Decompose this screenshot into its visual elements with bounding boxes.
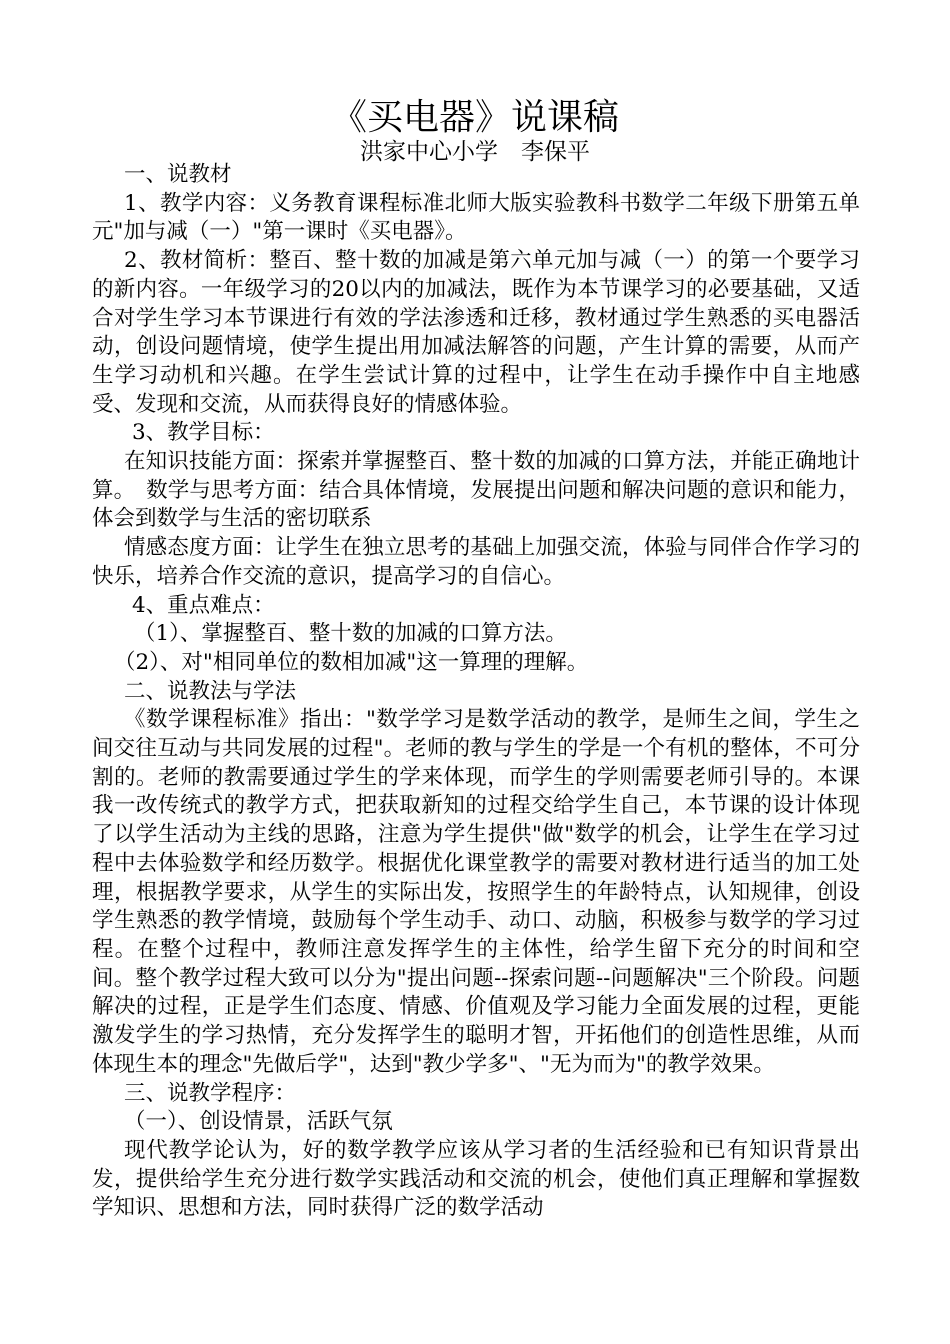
section-heading: 三、说教学程序： — [124, 1080, 297, 1106]
paragraph: 2、教材简析：整百、整十数的加减是第六单元加与减（一）的第一个要学习的新内容。一年级学习的20以内的加减法，既作为本节课学习的必要基础，又适合对学生学习本节课进行有效的学法渗透和迁移，教材通过学生熟悉的买电器活动，创设问题情境，使学生提出用加减法解答的问题，产生计算的需要，从而产生学习动机和兴趣。在学生尝试计算的过程中，让学生在动手操作中自主地感受、发现和交流，从而获得良好的情感体验。 — [92, 248, 860, 417]
list-item: （1）、掌握整百、整十数的加减的口算方法。 — [134, 621, 567, 647]
section-heading: 一、说教材 — [124, 162, 232, 187]
paragraph: 1、教学内容：义务教育课程标准北师大版实验教科书数学二年级下册第五单元"加与减（一）"第一课时《买电器》。 — [92, 190, 860, 245]
paragraph: 《数学课程标准》指出："数学学习是数学活动的教学，是师生之间，学生之间交往互动与共同发展的过程"。老师的教与学生的学是一个有机的整体，不可分割的。老师的教需要通过学生的学来体现，而学生的学则需要老师引导的。本课我一改传统式的教学方式，把获取新知的过程交给学生自己，本节课的设计体现了以学生活动为主线的思路，注意为学生提供"做"数学的机会，让学生在学习过程中去体验数学和经历数学。根据优化课堂教学的需要对教材进行适当的加工处理，根据教学要求，从学生的实际出发，按照学生的年龄特点，认知规律，创设学生熟悉的教学情境，鼓励每个学生动手、动口、动脑，积极参与数学的学习过程。在整个过程中，教师注意发挥学生的主体性，给学生留下充分的时间和空间。整个教学过程大致可以分为"提出问题--探索问题--问题解决"三个阶段。问题解决的过程，正是学生们态度、情感、价值观及学习能力全面发展的过程，更能激发学生的学习热情，充分发挥学生的聪明才智，开拓他们的创造性思维，从而体现生本的理念"先做后学"，达到"教少学多"、"无为而为"的教学效果。 — [92, 707, 860, 1077]
document-body — [92, 161, 860, 1223]
paragraph: 情感态度方面：让学生在独立思考的基础上加强交流，体验与同伴合作学习的快乐，培养合作交流的意识，提高学习的自信心。 — [92, 535, 860, 589]
paragraph: 现代教学论认为，好的数学教学应该从学习者的生活经验和已有知识背景出发，提供给学生充分进行数学实践活动和交流的机会，使他们真正理解和掌握数学知识、思想和方法，同时获得广泛的数学活动 — [92, 1137, 860, 1221]
list-item: （2）、对"相同单位的数相加减"这一算理的理解。 — [114, 649, 589, 675]
author-line: 洪家中心小学 李保平 — [360, 139, 590, 165]
subheading: 4、重点难点： — [132, 592, 275, 618]
document-title: 《买电器》说课稿 — [330, 97, 619, 138]
subheading: 3、教学目标： — [132, 420, 275, 446]
paragraph: 在知识技能方面：探索并掌握整百、整十数的加减的口算方法，并能正确地计算。 数学与思考方面：结合具体情境，发展提出问题和解决问题的意识和能力，体会到数学与生活的密切联系 — [92, 449, 860, 532]
section-heading: 二、说教法与学法 — [124, 678, 297, 704]
subheading: （一）、创设情景，活跃气氛 — [124, 1109, 393, 1135]
